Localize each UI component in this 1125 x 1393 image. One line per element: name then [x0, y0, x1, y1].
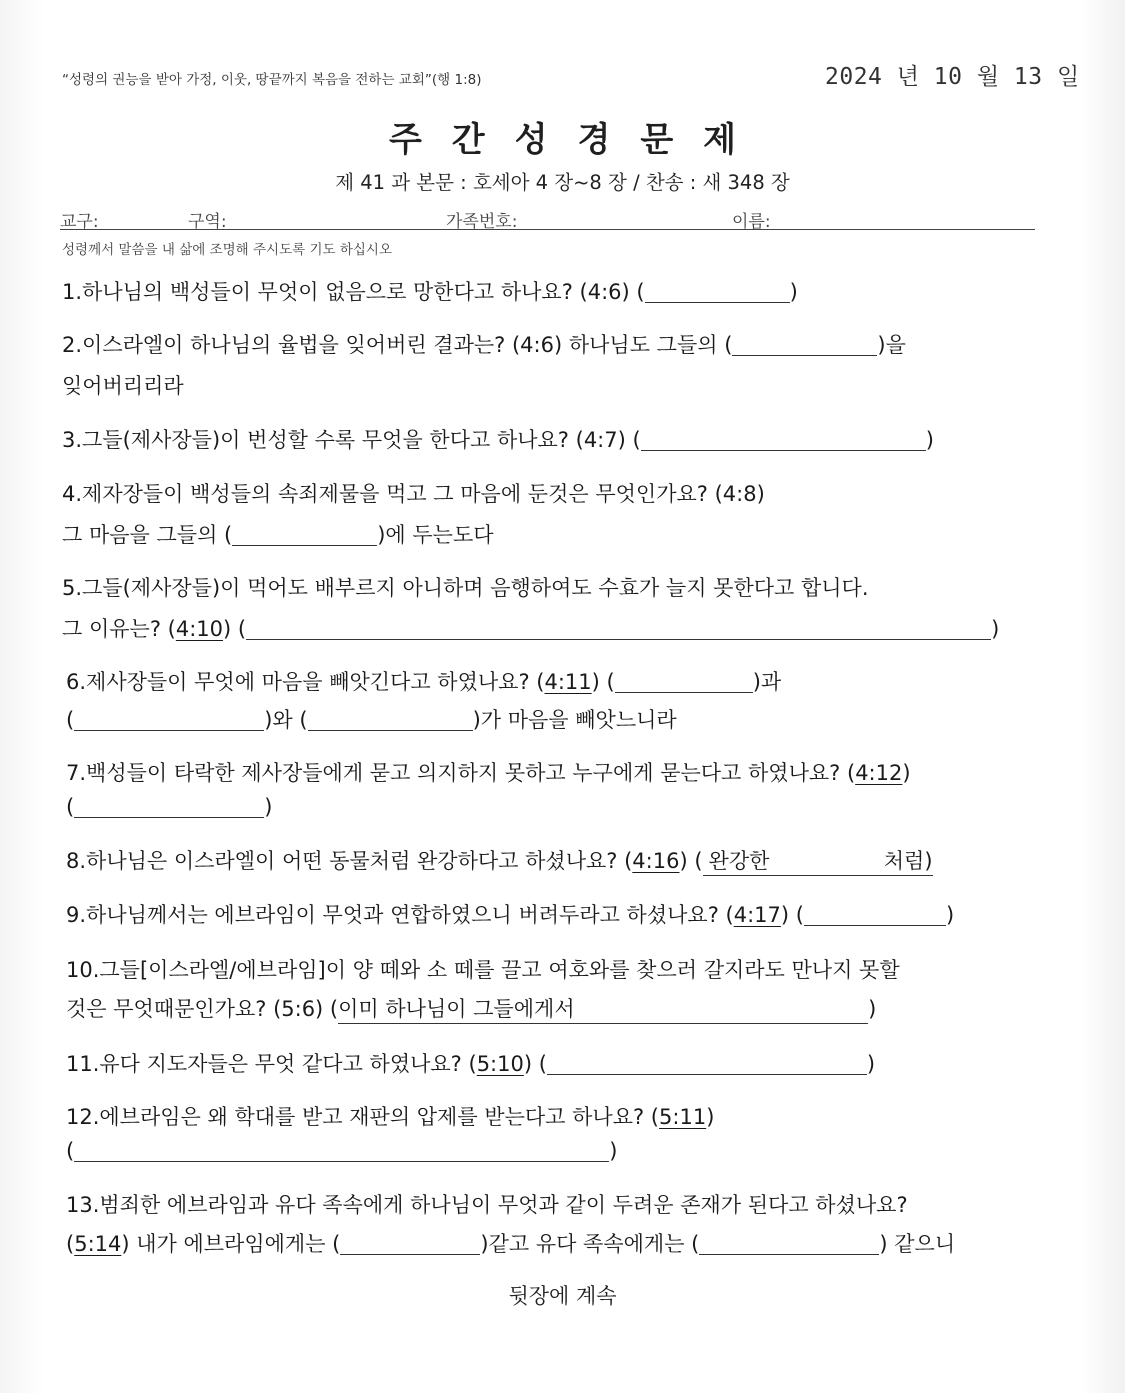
question-text: 1.하나님의 백성들이 무엇이 없음으로 망한다고 하나요? (4:6) ( [62, 280, 645, 304]
answer-prefill: 이미 하나님이 그들에게서 [338, 997, 575, 1021]
question-text: )와 ( [264, 708, 308, 732]
question-10-line2 [66, 993, 876, 1024]
question-text: 3.그들(제사장들)이 번성할 수록 무엇을 한다고 하나요? (4:7) ( [62, 428, 641, 452]
answer-prefill: 처럼) [883, 849, 933, 873]
member-info-row [60, 205, 1035, 230]
answer-blank[interactable] [641, 429, 926, 451]
question-5: 5.그들(제사장들)이 먹어도 배부르지 아니하며 음행하여도 수효가 늘지 못한다고 합니다. [62, 576, 869, 600]
question-text: 그 이유는? ( [62, 617, 176, 641]
parish-label: 교구: [60, 212, 99, 232]
family-number-label: 가족번호: [446, 212, 518, 232]
question-text: ) ( [679, 849, 703, 873]
answer-blank[interactable] [74, 796, 264, 818]
question-12 [66, 1101, 714, 1131]
question-text: ) ( [591, 670, 615, 694]
question-text: ( [66, 795, 75, 819]
answer-blank[interactable] [732, 334, 877, 356]
question-text: ) [706, 1105, 715, 1129]
question-9 [66, 899, 954, 929]
answer-blank[interactable] [340, 1233, 480, 1255]
answer-blank[interactable] [232, 524, 377, 546]
question-2 [62, 329, 906, 359]
prayer-note: 성령께서 말씀을 내 삶에 조명해 주시도록 기도 하십시오 [62, 242, 392, 258]
answer-blank[interactable] [308, 709, 473, 731]
question-text: 6.제사장들이 무엇에 마음을 빼앗긴다고 하였나요? ( [66, 670, 545, 694]
worksheet-date: 2024 년 10 월 13 일 [825, 64, 1080, 90]
verse-reference: 4:10 [175, 617, 224, 641]
question-4-line2 [62, 519, 494, 549]
question-text: ) 같으니 [879, 1232, 956, 1256]
question-12-line2 [66, 1139, 617, 1163]
question-text: )같고 유다 족속에게는 ( [480, 1232, 700, 1256]
answer-blank[interactable] [645, 281, 790, 303]
question-text: 7.백성들이 타락한 제사장들에게 묻고 의지하지 못하고 누구에게 묻는다고 하였나요? ( [66, 761, 856, 785]
answer-blank[interactable] [246, 618, 991, 640]
question-text: ) [925, 428, 934, 452]
question-text: 11.유다 지도자들은 무엇 같다고 하였나요? ( [66, 1052, 477, 1076]
verse-reference: 5:10 [476, 1052, 524, 1076]
verse-reference: 4:12 [855, 761, 903, 785]
question-10: 10.그들[이스라엘/에브라임]이 양 떼와 소 떼를 끌고 여호와를 찾으러 갈지라도 만나지 못할 [66, 958, 900, 982]
question-3 [62, 424, 934, 454]
answer-prefill: 완강한 [708, 849, 770, 873]
question-text: ( [66, 708, 75, 732]
question-text: 2.이스라엘이 하나님의 율법을 잊어버린 결과는? (4:6) 하나님도 그들의 ( [62, 333, 733, 357]
question-text: )가 마음을 빼앗느니라 [472, 708, 677, 732]
answer-blank[interactable] [74, 1140, 609, 1162]
verse-reference: 4:11 [544, 670, 592, 694]
page-title: 주간성경문제 [388, 120, 767, 160]
question-text: 12.에브라임은 왜 학대를 받고 재판의 압제를 받는다고 하나요? ( [66, 1105, 660, 1129]
answer-blank[interactable] [615, 671, 753, 693]
question-text: ( [66, 1232, 75, 1256]
church-motto: “성령의 권능을 받아 가정, 이웃, 땅끝까지 복음을 전하는 교회”(행 1:8) [62, 72, 482, 88]
question-text: ) [945, 903, 955, 927]
question-5-line2 [62, 613, 999, 643]
question-text: ) ( [523, 1052, 547, 1076]
question-2-line2: 잊어버리리라 [62, 374, 184, 398]
verse-reference: 5:11 [659, 1105, 707, 1129]
question-text: ( [66, 1139, 75, 1163]
question-6-line2 [66, 704, 677, 734]
continued-note: 뒷장에 계속 [508, 1284, 617, 1308]
question-text: ) [868, 997, 877, 1021]
question-1 [62, 276, 798, 306]
question-text: ) 내가 에브라임에게는 ( [121, 1232, 341, 1256]
question-text: ) [991, 617, 1000, 641]
answer-blank[interactable] [703, 845, 933, 876]
question-text: 9.하나님께서는 에브라임이 무엇과 연합하였으니 버려두라고 하셨나요? ( [66, 903, 734, 927]
lesson-subtitle: 제 41 과 본문 : 호세아 4 장~8 장 / 찬송 : 새 348 장 [335, 171, 790, 194]
question-text: ) [902, 761, 911, 785]
question-7 [66, 757, 911, 787]
question-text: ) [789, 280, 798, 304]
answer-blank[interactable] [338, 993, 868, 1024]
question-13: 13.범죄한 에브라임과 유다 족속에게 하나님이 무엇과 같이 두려운 존재가 된다고 하셨나요? [66, 1193, 908, 1217]
question-text: 그 마음을 그들의 ( [62, 523, 233, 547]
verse-reference: 4:16 [632, 849, 680, 873]
answer-blank[interactable] [804, 904, 946, 926]
verse-reference: 5:14 [74, 1232, 122, 1256]
question-text: ) ( [223, 617, 247, 641]
question-8 [66, 845, 933, 876]
question-text: )과 [752, 670, 782, 694]
answer-blank[interactable] [699, 1233, 879, 1255]
verse-reference: 4:17 [733, 903, 781, 927]
question-4: 4.제자장들이 백성들의 속죄제물을 먹고 그 마음에 둔것은 무엇인가요? (4:8) [62, 482, 765, 506]
question-6 [66, 666, 781, 696]
answer-blank[interactable] [547, 1053, 867, 1075]
question-text: )에 두는도다 [377, 523, 494, 547]
question-7-line2 [66, 795, 272, 819]
question-text: ) [609, 1139, 618, 1163]
district-label: 구역: [188, 212, 227, 232]
question-text: )을 [877, 333, 906, 357]
question-11 [66, 1048, 875, 1078]
question-text: 8.하나님은 이스라엘이 어떤 동물처럼 완강하다고 하셨나요? ( [66, 849, 633, 873]
answer-blank[interactable] [74, 709, 264, 731]
question-text: ) ( [780, 903, 804, 927]
question-text: ) [866, 1052, 876, 1076]
question-text: 것은 무엇때문인가요? (5:6) ( [66, 997, 339, 1021]
name-label: 이름: [732, 212, 771, 232]
question-text: ) [264, 795, 273, 819]
question-13-line2 [66, 1228, 955, 1258]
